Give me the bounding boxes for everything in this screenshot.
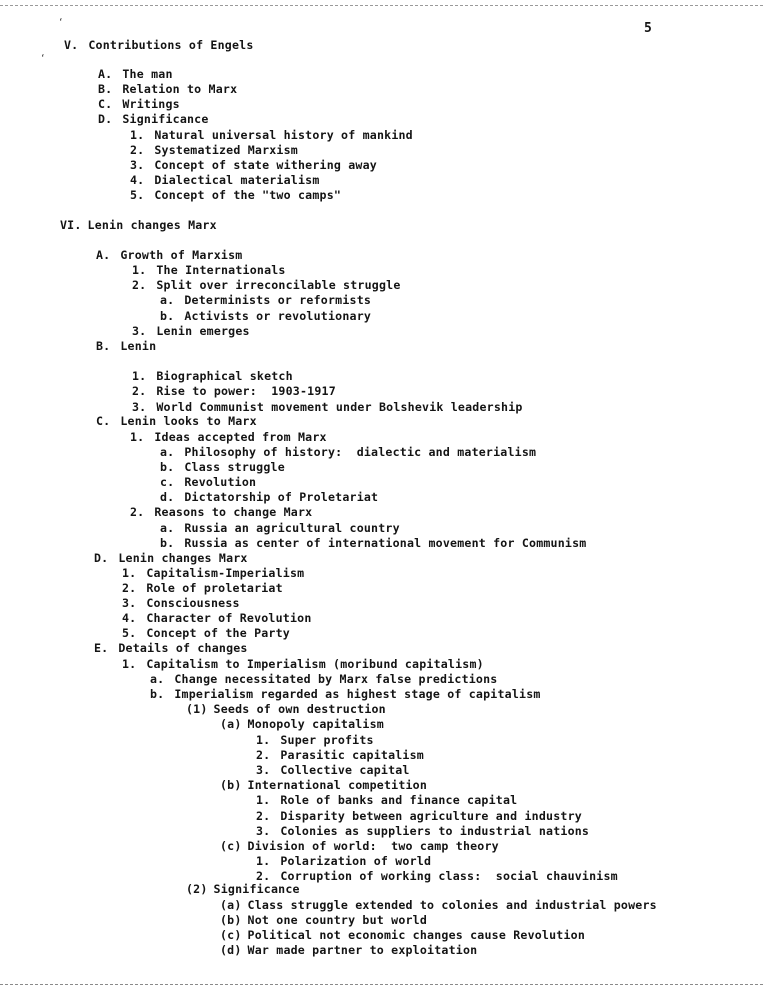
outline-text: Capitalism to Imperialism (moribund capitalism) [146, 657, 484, 671]
outline-text: Significance [122, 112, 209, 126]
outline-item [150, 672, 497, 686]
outline-item [122, 657, 484, 671]
outline-item [130, 505, 312, 519]
outline-item [122, 581, 283, 595]
outline-item [256, 854, 431, 868]
outline-item [220, 778, 427, 792]
outline-marker: 3. [122, 596, 137, 610]
outline-item [132, 369, 293, 383]
outline-item [220, 943, 477, 957]
outline-item [160, 521, 400, 535]
outline-text: War made partner to exploitation [247, 943, 478, 957]
outline-item [160, 445, 536, 459]
outline-marker: (c) [220, 928, 242, 942]
outline-marker: 2. [130, 143, 145, 157]
outline-text: Philosophy of history: dialectic and materialism [184, 445, 537, 459]
outline-marker: (b) [220, 913, 242, 927]
outline-item [220, 717, 384, 731]
outline-marker: C. [96, 414, 111, 428]
outline-item [122, 596, 240, 610]
outline-item [130, 143, 298, 157]
outline-marker: 1. [256, 793, 271, 807]
outline-marker: 1. [122, 566, 137, 580]
outline-text: Division of world: two camp theory [247, 839, 499, 853]
outline-text: Russia as center of international movement for Communism [184, 536, 587, 550]
outline-text: Dictatorship of Proletariat [184, 490, 379, 504]
outline-marker: 5. [122, 626, 137, 640]
outline-text: Character of Revolution [146, 611, 312, 625]
outline-text: Lenin looks to Marx [120, 414, 257, 428]
outline-marker: V. [64, 38, 79, 52]
outline-marker: (1) [186, 702, 208, 716]
outline-marker: (d) [220, 943, 242, 957]
outline-marker: D. [98, 112, 113, 126]
outline-marker: (b) [220, 778, 242, 792]
outline-item [256, 748, 424, 762]
outline-item [160, 309, 371, 323]
outline-item [132, 324, 250, 338]
outline-item [96, 414, 257, 428]
outline-text: Role of proletariat [146, 581, 283, 595]
outline-marker: a. [160, 521, 175, 535]
outline-text: Relation to Marx [122, 82, 238, 96]
outline-item [220, 928, 585, 942]
outline-marker: A. [96, 248, 111, 262]
outline-text: Reasons to change Marx [154, 505, 313, 519]
outline-marker: C. [98, 97, 113, 111]
outline-item [98, 97, 180, 111]
outline-item [220, 839, 499, 853]
outline-marker: 2. [256, 869, 271, 883]
outline-marker: a. [150, 672, 165, 686]
outline-marker: b. [150, 687, 165, 701]
outline-text: Ideas accepted from Marx [154, 430, 327, 444]
outline-item [220, 898, 657, 912]
outline-item [256, 809, 582, 823]
outline-item [160, 293, 371, 307]
outline-item [130, 128, 413, 142]
outline-item [132, 384, 336, 398]
outline-marker: b. [160, 309, 175, 323]
outline-text: Determinists or reformists [184, 293, 372, 307]
outline-marker: a. [160, 445, 175, 459]
outline-text: Monopoly capitalism [247, 717, 384, 731]
outline-marker: 3. [132, 324, 147, 338]
outline-item [130, 158, 377, 172]
outline-item [186, 702, 386, 716]
outline-marker: 4. [122, 611, 137, 625]
outline-item [94, 641, 248, 655]
outline-marker: 1. [130, 430, 145, 444]
outline-text: Dialectical materialism [154, 173, 320, 187]
outline-marker: 1. [132, 369, 147, 383]
outline-text: World Communist movement under Bolshevik leadership [156, 400, 523, 414]
outline-marker: 3. [132, 400, 147, 414]
outline-text: International competition [247, 778, 428, 792]
outline-text: Split over irreconcilable struggle [156, 278, 401, 292]
outline-marker: a. [160, 293, 175, 307]
outline-marker: 1. [132, 263, 147, 277]
outline-text: Parasitic capitalism [280, 748, 424, 762]
outline-marker: 3. [256, 824, 271, 838]
outline-marker: 1. [122, 657, 137, 671]
outline-marker: 1. [256, 733, 271, 747]
outline-item [130, 188, 341, 202]
outline-marker: 4. [130, 173, 145, 187]
outline-marker: 2. [256, 809, 271, 823]
outline-item [98, 112, 209, 126]
outline-marker: 3. [130, 158, 145, 172]
outline-marker: B. [98, 82, 113, 96]
outline-item [256, 763, 410, 777]
outline-item [132, 400, 523, 414]
outline-text: The man [122, 67, 173, 81]
outline-marker: c. [160, 475, 175, 489]
outline-text: Class struggle [184, 460, 285, 474]
outline-text: Imperialism regarded as highest stage of capitalism [174, 687, 541, 701]
outline-text: Russia an agricultural country [184, 521, 400, 535]
outline-marker: (a) [220, 898, 242, 912]
outline-marker: VI. [60, 218, 82, 232]
outline-marker: 1. [256, 854, 271, 868]
outline-text: Capitalism-Imperialism [146, 566, 305, 580]
outline-item [122, 626, 290, 640]
outline-marker: D. [94, 551, 109, 565]
outline-text: Polarization of world [280, 854, 432, 868]
outline-text: Not one country but world [247, 913, 428, 927]
outline-text: Corruption of working class: social chauvinism [280, 869, 618, 883]
outline-marker: 2. [122, 581, 137, 595]
outline-item [150, 687, 541, 701]
outline-text: Change necessitated by Marx false predictions [174, 672, 498, 686]
outline-item [256, 733, 374, 747]
outline-text: Lenin emerges [156, 324, 250, 338]
outline-text: Writings [122, 97, 180, 111]
outline-marker: b. [160, 460, 175, 474]
scan-speck: ‘ [40, 54, 46, 64]
outline-text: Concept of state withering away [154, 158, 377, 172]
outline-item [96, 339, 156, 353]
outline-marker: d. [160, 490, 175, 504]
outline-marker: (c) [220, 839, 242, 853]
outline-item [130, 173, 320, 187]
outline-text: Seeds of own destruction [213, 702, 386, 716]
outline-text: Systematized Marxism [154, 143, 298, 157]
outline-item [186, 882, 300, 896]
outline-text: Concept of the "two camps" [154, 188, 342, 202]
outline-text: Contributions of Engels [88, 38, 254, 52]
outline-text: Role of banks and finance capital [280, 793, 518, 807]
outline-item [256, 824, 589, 838]
outline-marker: 3. [256, 763, 271, 777]
outline-marker: 2. [132, 384, 147, 398]
outline-marker: B. [96, 339, 111, 353]
outline-text: Biographical sketch [156, 369, 293, 383]
outline-item [94, 551, 248, 565]
outline-text: Natural universal history of mankind [154, 128, 413, 142]
outline-text: Lenin changes Marx [87, 218, 217, 232]
outline-text: Political not economic changes cause Revolution [247, 928, 586, 942]
outline-item [96, 248, 242, 262]
outline-item [160, 460, 285, 474]
page-number: 5 [644, 21, 652, 36]
outline-item [160, 490, 378, 504]
outline-item [98, 67, 173, 81]
outline-text: Consciousness [146, 596, 240, 610]
outline-item [60, 218, 217, 232]
outline-item [160, 536, 586, 550]
outline-marker: 5. [130, 188, 145, 202]
outline-text: Growth of Marxism [120, 248, 243, 262]
outline-text: Significance [213, 882, 300, 896]
outline-item [122, 566, 304, 580]
outline-text: Rise to power: 1903-1917 [156, 384, 336, 398]
outline-item [98, 82, 237, 96]
outline-marker: 2. [130, 505, 145, 519]
outline-marker: 2. [256, 748, 271, 762]
outline-item [132, 263, 286, 277]
outline-text: Colonies as suppliers to industrial nations [280, 824, 590, 838]
bottom-page-edge [0, 984, 763, 985]
outline-marker: (a) [220, 717, 242, 731]
outline-item [220, 913, 427, 927]
outline-marker: E. [94, 641, 109, 655]
outline-item [256, 869, 618, 883]
outline-item [132, 278, 401, 292]
outline-marker: 2. [132, 278, 147, 292]
outline-text: Details of changes [118, 641, 248, 655]
outline-marker: 1. [130, 128, 145, 142]
outline-text: Lenin [120, 339, 157, 353]
scan-speck: ‘ [58, 18, 64, 28]
outline-text: Concept of the Party [146, 626, 290, 640]
outline-text: Class struggle extended to colonies and industrial powers [247, 898, 657, 912]
outline-marker: b. [160, 536, 175, 550]
outline-text: Disparity between agriculture and industry [280, 809, 582, 823]
outline-text: Lenin changes Marx [118, 551, 248, 565]
outline-item [64, 38, 254, 52]
outline-text: Revolution [184, 475, 257, 489]
outline-text: The Internationals [156, 263, 286, 277]
outline-item [130, 430, 327, 444]
outline-item [256, 793, 517, 807]
outline-text: Activists or revolutionary [184, 309, 372, 323]
outline-item [122, 611, 312, 625]
outline-marker: A. [98, 67, 113, 81]
outline-item [160, 475, 256, 489]
outline-marker: (2) [186, 882, 208, 896]
outline-text: Collective capital [280, 763, 410, 777]
outline-text: Super profits [280, 733, 374, 747]
